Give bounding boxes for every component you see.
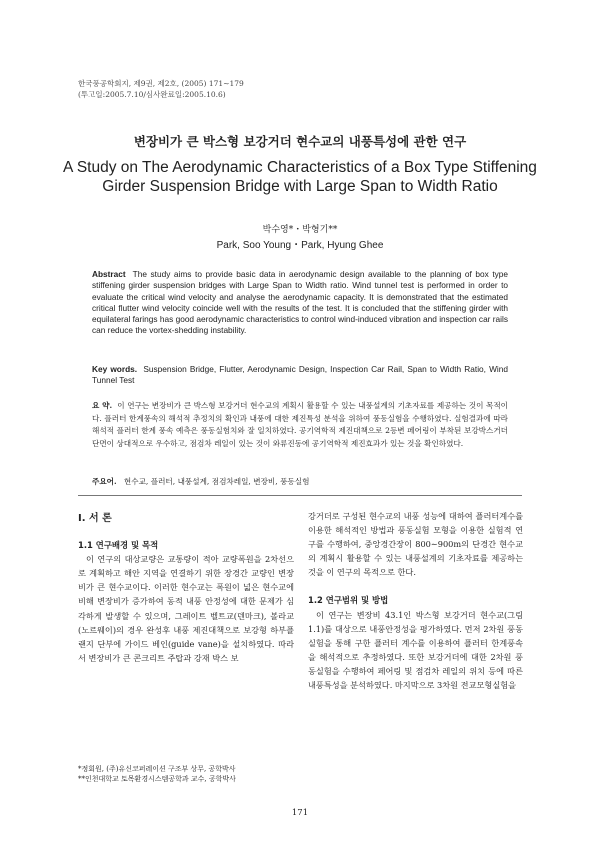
title-english: A Study on The Aerodynamic Characteristics of a Box Type Stiffening Girder Suspension Bridge with Large Span to Width Ratio [63, 159, 537, 195]
keywords-korean-text: 현수교, 플러터, 내풍설계, 점검차레일, 변장비, 풍동실험 [123, 477, 310, 486]
footnote-1: *정회원, (주)유신코퍼레이션 구조부 상무, 공학박사 [78, 765, 236, 773]
right-column [308, 509, 523, 692]
abstract-korean-label: 요 약. [92, 401, 113, 410]
keywords-label: Key words. [92, 364, 138, 374]
abstract-label: Abstract [92, 269, 126, 279]
abstract-text: The study aims to provide basic data in aerodynamic design available to the planning of box type stiffening girder suspension bridges with Large Span to Width ratio. Wind tunnel test is performed in order to evaluate the critical wind velocity and analyse the aerodynamic capacity. It is demonstrated that the estimated critical flutter wind velocity coincide well with the results of the test. It is concluded that the stiffening girder with equilateral farings has good aerodynamic characteristics to control wind-induced vibration and inspection car rails can reduce the vortex-shedding instability. [92, 269, 509, 336]
page-number: 171 [291, 808, 309, 818]
keywords-text: Suspension Bridge, Flutter, Aerodynamic Design, Inspection Car Rail, Span to Width Ratio, Wind Tunnel Test [92, 364, 509, 386]
left-body-text: 이 연구의 대상교량은 교통량이 적아 교량폭원을 2차선으로 계획하고 해안 지역을 연결하기 위한 장경간 교량인 변장비가 큰 현수교이다. 이러한 현수교는 폭원이 넓은 현수교에 비해 변장비가 증가하여 동적 내풍 안정성에 대한 문제가 심각하게 발생할 수 있으며, 그레이트 벨트교(덴마크), 볼라교(노르웨이)의 경우 완성후 내풍 제진대책으로 보강형 하부플랜지 단부에 가이드 베인(guide vane)을 설치하였다. 따라서 변장비가 큰 콘크리트 주탑과 강재 박스 보 [78, 554, 294, 663]
subsection-heading-scope: 1.2 연구범위 및 방법 [308, 595, 389, 606]
keywords-korean [92, 476, 508, 487]
journal-citation: 한국풍공학회지, 제9권, 제2호, (2005) 171∼179 [78, 79, 244, 88]
keywords [92, 364, 508, 387]
section-heading-introduction: I. 서 론 [78, 513, 112, 524]
subsection-heading-background: 1.1 연구배경 및 목적 [78, 540, 159, 551]
submission-dates: (투고일:2005.7.10/심사완료일:2005.10.6) [78, 90, 226, 99]
abstract [92, 269, 508, 337]
right-body-text-2: 이 연구는 변장비 43.1인 박스형 보강거더 현수교(그림 1.1)를 대상으로 내풍안정성을 평가하였다. 먼저 2차원 풍동실험을 통해 구한 플러터 계수를 이용하여 플러터 한계풍속을 해석적으로 추정하였다. 또한 보강거더에 대한 2차원 풍동실험을 수행하여 페어링 및 점검차 레일의 위치 등에 따른 내풍특성을 분석하였다. 마지막으로 3차원 전교모형실험을 [308, 609, 523, 691]
abstract-korean [92, 400, 508, 450]
footnote-2: **인천대학교 토목환경시스템공학과 교수, 공학박사 [78, 775, 236, 783]
left-column [78, 512, 294, 665]
title-korean: 변장비가 큰 박스형 보강거더 현수교의 내풍특성에 관한 연구 [133, 134, 467, 149]
footnotes [78, 764, 308, 784]
authors-english: Park, Soo Young・Park, Hyung Ghee [216, 240, 384, 251]
divider [78, 495, 522, 496]
authors-korean: 박수영*・박형기** [262, 225, 338, 235]
journal-info [78, 78, 244, 100]
right-body-text-1: 강거더로 구성된 현수교의 내풍 성능에 대하여 플러터계수를 이용한 해석적인 방법과 풍동실험 모형을 이용한 실험적 연구를 수행하여, 중앙경간장이 800∼900m의 단경간 현수교의 계획시 활용할 수 있는 내풍설계의 기초자료를 제공하는 것을 이 연구의 목적으로 한다. [308, 511, 523, 578]
keywords-korean-label: 주요어. [92, 477, 117, 486]
abstract-korean-text: 이 연구는 변장비가 큰 박스형 보강거더 현수교의 계획시 활용할 수 있는 내풍설계의 기초자료를 제공하는 것이 목적이다. 플러터 한계풍속의 해석적 추정치의 확인과 내풍에 대한 제진특성 분석을 위하여 풍동실험을 수행하였다. 실험결과에 따라 해석적 플러터 한계 풍속 예측은 풍동실험치와 잘 일치하였다. 공기역학적 제진대책으로 2등변 페어링이 부착된 보강박스거더 단면이 상대적으로 우수하고, 점검차 레일이 있는 것이 와류진동에 공기역학적 제진효과가 있는 것을 확인하였다. [92, 401, 508, 448]
